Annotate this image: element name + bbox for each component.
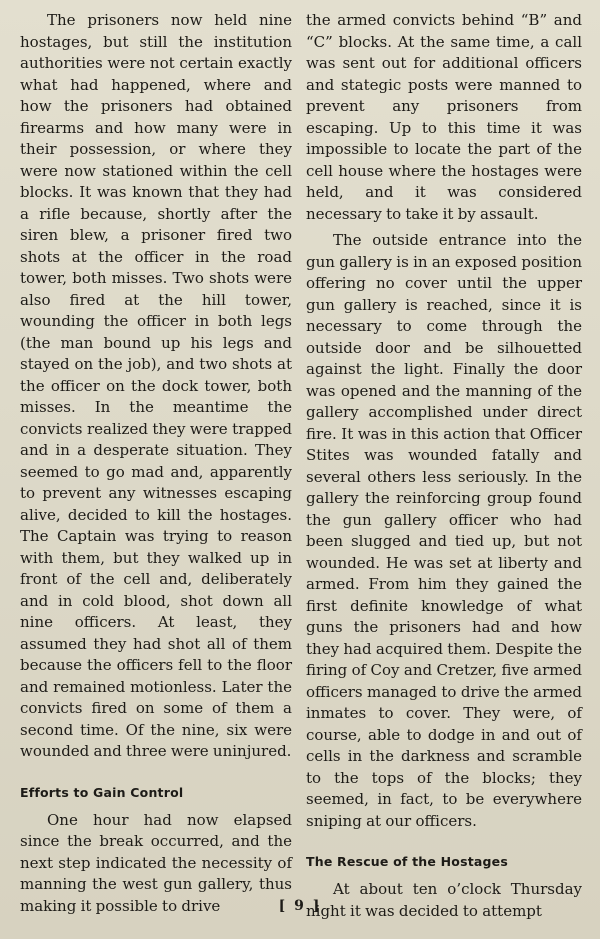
section-heading-rescue-of-hostages: The Rescue of the Hostages [306, 854, 508, 869]
paragraph-continued-armed-convicts: the armed convicts behind “B” and “C” blocks. At the same time, a call was sent out for additional officers and stategic posts were manned to prevent any prisoners from escaping. Up to this time it was impossible to locate the part of the cell house where the hostages were held, and it was considered necessary to take it by assault. [306, 11, 582, 223]
right-column [306, 10, 582, 922]
paragraph-rescue-start: At about ten o’clock Thursday night it was decided to attempt [306, 880, 582, 920]
paragraph-gun-gallery-start: One hour had now elapsed since the break occurred, and the next step indicated the necessity of manning the west gun gallery, thus making it possible to drive [20, 810, 292, 915]
section-heading-efforts-to-gain-control: Efforts to Gain Control [20, 784, 184, 800]
paragraph-hostages-shot: The prisoners now held nine hostages, but still the institution authorities were not certain exactly what had happened, where and how the prisoners had obtained firearms and how many were in their possession, or where they were now stationed within the cell blocks. It was known that they had a rifle because, shortly after the siren blew, a prisoner fired two shots at the officer in the road tower, both misses. Two shots were also fired at the hill tower, wounding the officer in both legs (the man bound up his legs and stayed on the job), and two shots at the officer on the dock tower, both misses. In the meantime the convicts realized they were trapped and in a desperate situation. They seemed to go mad and, apparently to prevent any witnesses escaping alive, decided to kill the hostages. The Captain was trying to reason with them, but they walked up in front of the cell and, deliberately and in cold blood, shot down all nine officers. At least, they assumed they had shot all of them because the officers fell to the floor and remained motionless. Later the convicts fired on some of them a second time. Of the nine, six were wounded and three were uninjured. [20, 11, 292, 760]
page-number: [ 9 ] [278, 898, 322, 914]
left-column [20, 10, 292, 917]
paragraph-gun-gallery-assault: The outside entrance into the gun gallery is in an exposed position offering no cover until the upper gun gallery is reached, since it is necessary to come through the outside door and be silhouetted against the light. Finally the door was opened and the manning of the gallery accomplished under direct fire. It was in this action that Officer Stites was wounded fatally and several others less seriously. In the gallery the reinforcing group found the gun gallery officer who had been slugged and tied up, but not wounded. He was set at liberty and armed. From him they gained the first definite knowledge of what guns the prisoners had and how they had acquired them. Despite the firing of Coy and Cretzer, five armed officers managed to drive the armed inmates to cover. They were, of course, able to dodge in and out of cells in the darkness and scramble to the tops of the blocks; they seemed, in fact, to be everywhere sniping at our officers. [306, 231, 582, 830]
